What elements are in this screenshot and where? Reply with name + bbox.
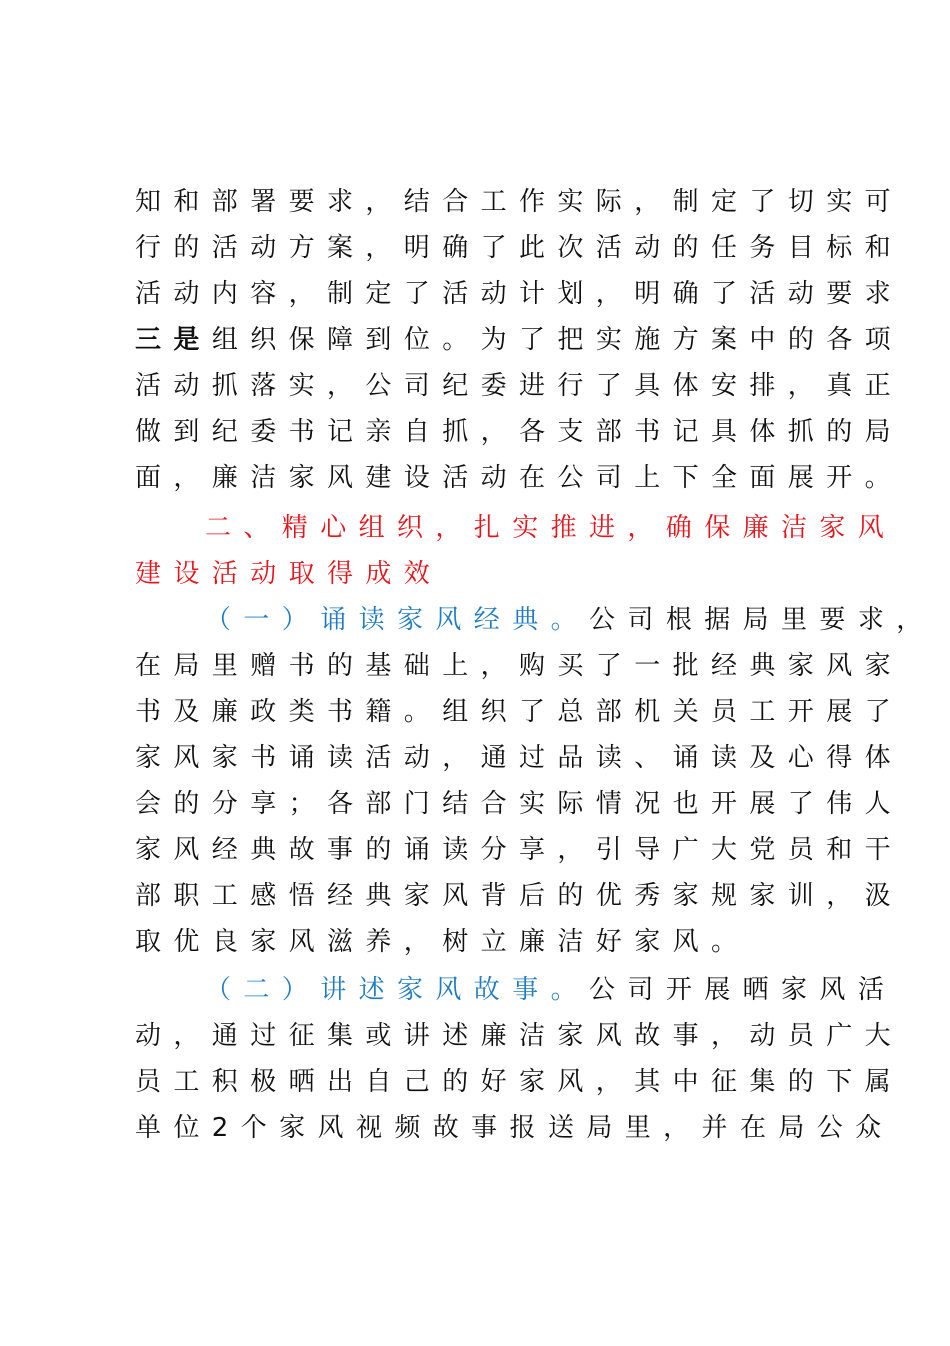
paragraph-line: 家风家书诵读活动，通过品读、诵读及心得体 — [135, 743, 904, 773]
paragraph-line: 面，廉洁家风建设活动在公司上下全面展开。 — [135, 463, 904, 493]
paragraph-line: 做到纪委书记亲自抓，各支部书记具体抓的局 — [135, 417, 904, 447]
section-heading: 二、精心组织，扎实推进，确保廉洁家风 — [205, 513, 897, 543]
lead-phrase: 三是 — [135, 325, 212, 355]
subsection-heading: （一）诵读家风经典。 — [205, 605, 590, 635]
subsection-heading: （二）讲述家风故事。 — [205, 975, 590, 1005]
paragraph-line: 员工积极晒出自己的好家风，其中征集的下属 — [135, 1067, 904, 1097]
paragraph-line: 活动抓落实，公司纪委进行了具体安排，真正 — [135, 371, 904, 401]
section-heading: 建设活动取得成效 — [135, 559, 443, 589]
paragraph-text: 组织保障到位。为了把实施方案中的各项 — [211, 325, 904, 355]
paragraph-text: 公司根据局里要求， — [589, 605, 935, 635]
paragraph-line: 知和部署要求，结合工作实际，制定了切实可 — [135, 187, 904, 217]
paragraph-line: 部职工感悟经典家风背后的优秀家规家训，汲 — [135, 881, 904, 911]
paragraph-line — [135, 600, 935, 640]
paragraph-line — [135, 970, 897, 1010]
paragraph-text: 公司开展晒家风活 — [589, 975, 897, 1005]
paragraph-line: 活动内容，制定了活动计划，明确了活动要求 — [135, 279, 904, 309]
paragraph-line: 会的分享；各部门结合实际情况也开展了伟人 — [135, 789, 904, 819]
paragraph-line: 书及廉政类书籍。组织了总部机关员工开展了 — [135, 697, 904, 727]
paragraph-line: 在局里赠书的基础上，购买了一批经典家风家 — [135, 651, 904, 681]
paragraph-line: 取优良家风滋养，树立廉洁好家风。 — [135, 927, 750, 957]
paragraph-line: 家风经典故事的诵读分享，引导广大党员和干 — [135, 835, 904, 865]
paragraph-line — [135, 320, 904, 360]
paragraph-line: 行的活动方案，明确了此次活动的任务目标和 — [135, 233, 904, 263]
paragraph-line: 单位2个家风视频故事报送局里，并在局公众 — [135, 1113, 894, 1143]
paragraph-line: 动，通过征集或讲述廉洁家风故事，动员广大 — [135, 1021, 904, 1051]
